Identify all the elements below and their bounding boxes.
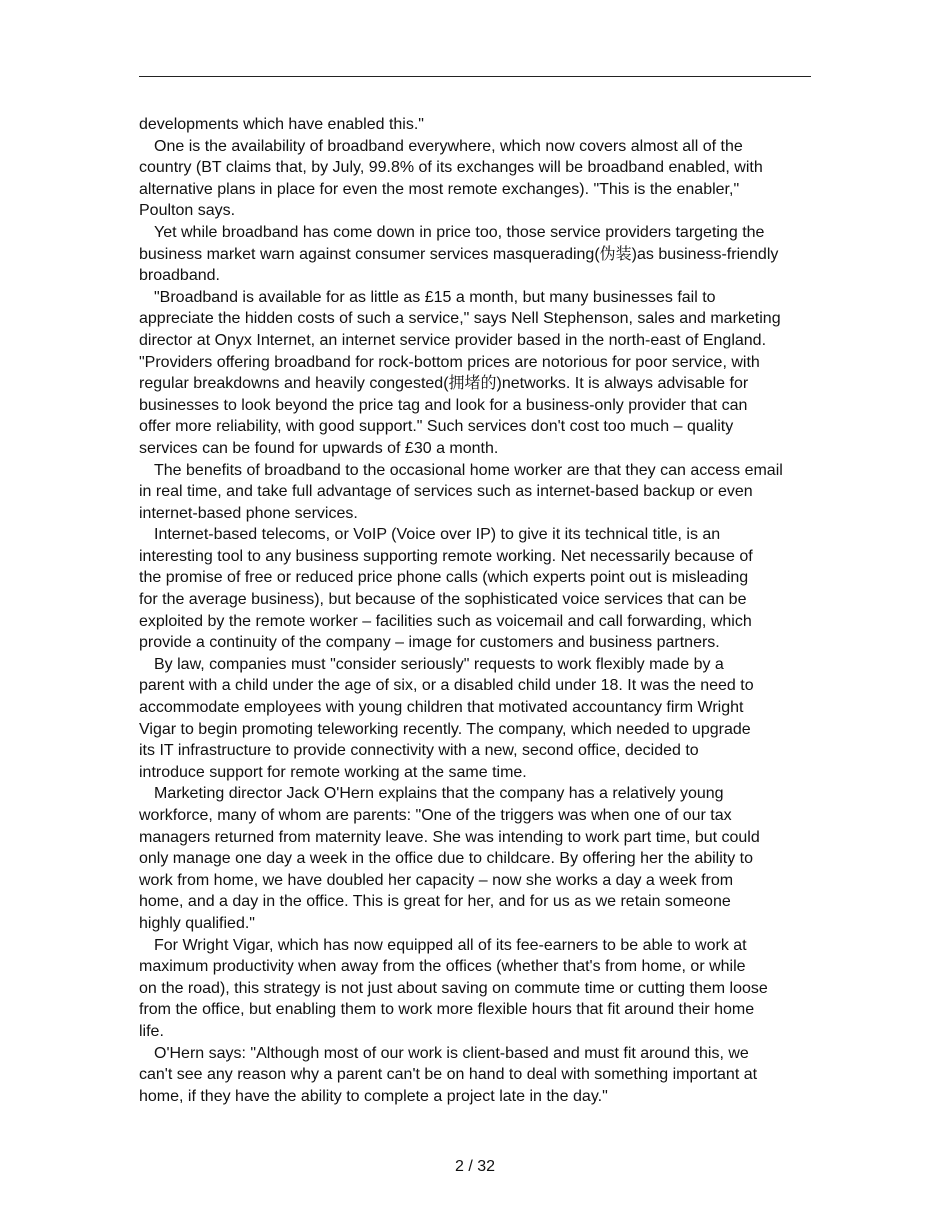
page-number: 2 / 32 (454, 1158, 496, 1175)
paragraph-wright-vigar-strategy: For Wright Vigar, which has now equipped all of its fee-earners to be able to work at maximum productivity when away from the offices (whether that's from home, or while on the road), this strategy is not just about saving on commute time or cutting them loose from the office, but enabling them to work more flexible hours that fit around their home life. (139, 936, 768, 1040)
paragraph-ohern-closing-quote: O'Hern says: "Although most of our work is client-based and must fit around this, we can't see any reason why a parent can't be on hand to deal with something important at home, if they have the ability to complete a project late in the day." (139, 1044, 758, 1105)
header-divider (139, 76, 811, 77)
paragraph-voip: Internet-based telecoms, or VoIP (Voice over IP) to give it its technical title, is an interesting tool to any business supporting remote working. Net necessarily because of the promise of free or reduced price phone calls (which experts point out is misleading for the average business), but because of the sophisticated voice services that can be exploited by the remote worker – facilities such as voicemail and call forwarding, which provide a continuity of the company – image for customers and business partners. (139, 526, 753, 652)
paragraph-home-worker-benefits: The benefits of broadband to the occasional home worker are that they can access email in real time, and take full advantage of services such as internet-based backup or even internet-based phone services. (139, 461, 783, 522)
paragraph-continuation: developments which have enabled this." (139, 116, 424, 133)
article-body (139, 114, 839, 1107)
paragraph-hidden-costs-quote: "Broadband is available for as little as £15 a month, but many businesses fail to appreciate the hidden costs of such a service," says Nell Stephenson, sales and marketing director at Onyx Internet, an internet service provider based in the north-east of England. "Providers offering broadband for rock-bottom prices are notorious for poor service, with regular breakdowns and heavily congested(拥堵的)networks. It is always advisable for businesses to look beyond the price tag and look for a business-only provider that can offer more reliability, with good support." Such services don't cost too much – quality services can be found for upwards of £30 a month. (139, 288, 781, 457)
paragraph-consumer-services-warning: Yet while broadband has come down in price too, those service providers targeting the business market warn against consumer services masquerading(伪装)as business-friendly broadband. (139, 223, 779, 285)
paragraph-broadband-availability: One is the availability of broadband everywhere, which now covers almost all of the country (BT claims that, by July, 99.8% of its exchanges will be broadband enabled, with alternative plans in place for even the most remote exchanges). "This is the enabler," Poulton says. (139, 137, 763, 220)
paragraph-marketing-director-quote: Marketing director Jack O'Hern explains that the company has a relatively young workforce, many of whom are parents: "One of the triggers was when one of our tax managers returned from maternity leave. She was intending to work part time, but could only manage one day a week in the office due to childcare. By offering her the ability to work from home, we have doubled her capacity – now she works a day a week from home, and a day in the office. This is great for her, and for us as we retain someone highly qualified." (139, 785, 760, 932)
paragraph-flexible-work-law: By law, companies must "consider seriously" requests to work flexibly made by a parent with a child under the age of six, or a disabled child under 18. It was the need to accommodate employees with young children that motivated accountancy firm Wright Vigar to begin promoting teleworking recently. The company, which needed to upgrade its IT infrastructure to provide connectivity with a new, second office, decided to introduce support for remote working at the same time. (139, 655, 754, 781)
